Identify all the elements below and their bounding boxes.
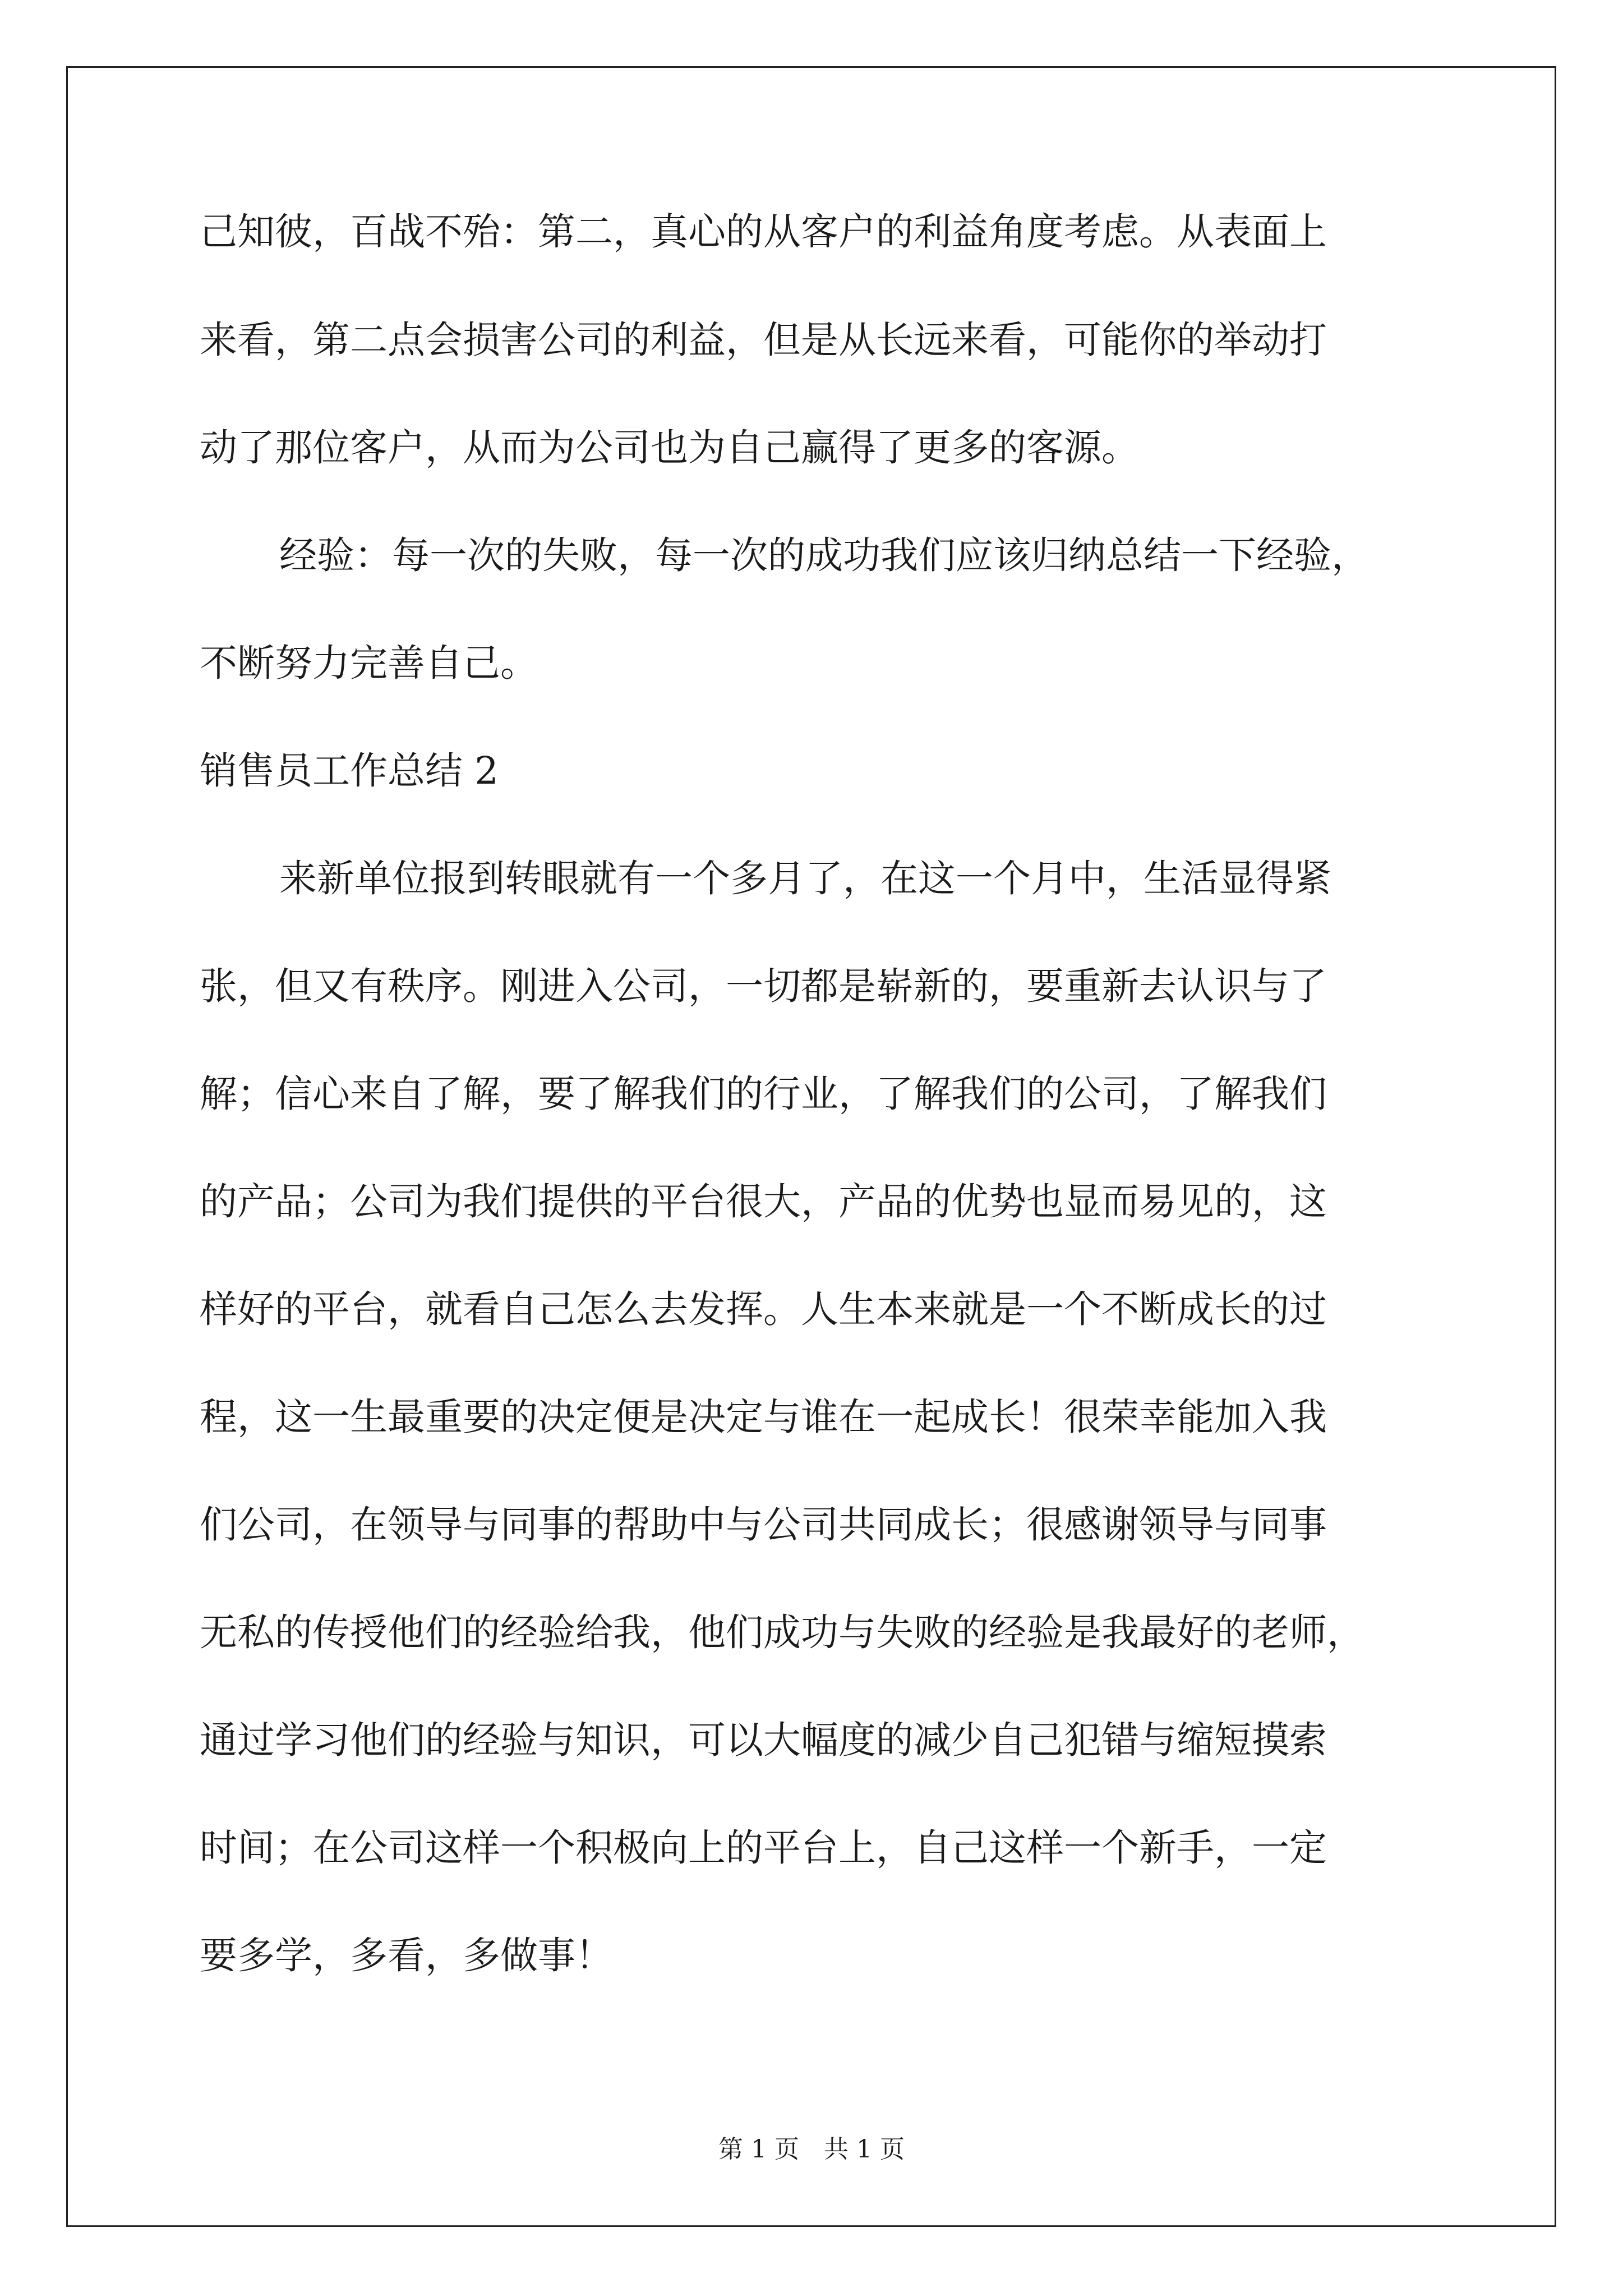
body-line: 时间；在公司这样一个积极向上的平台上，自己这样一个新手，一定 bbox=[200, 1826, 1327, 1870]
paragraph-first-line: 经验：每一次的失败，每一次的成功我们应该归纳总结一下经验， bbox=[279, 533, 1369, 577]
body-line: 要多学，多看，多做事！ bbox=[200, 1934, 613, 1977]
section-heading: 销售员工作总结 2 bbox=[200, 749, 499, 793]
body-line: 动了那位客户，从而为公司也为自己赢得了更多的客源。 bbox=[200, 426, 1139, 470]
page-footer: 第 1 页 共 1 页 bbox=[718, 2135, 905, 2164]
body-line: 不断努力完善自己。 bbox=[200, 641, 538, 685]
body-line: 来看，第二点会损害公司的利益，但是从长远来看，可能你的举动打 bbox=[200, 318, 1327, 362]
body-line: 们公司，在领导与同事的帮助中与公司共同成长；很感谢领导与同事 bbox=[200, 1503, 1327, 1547]
body-line: 的产品；公司为我们提供的平台很大，产品的优势也显而易见的，这 bbox=[200, 1180, 1327, 1223]
body-line: 解；信心来自了解，要了解我们的行业，了解我们的公司，了解我们 bbox=[200, 1072, 1327, 1116]
body-line: 无私的传授他们的经验给我，他们成功与失败的经验是我最好的老师， bbox=[200, 1611, 1364, 1654]
body-line: 张，但又有秩序。刚进入公司，一切都是崭新的，要重新去认识与了 bbox=[200, 964, 1327, 1008]
body-line: 程，这一生最重要的决定便是决定与谁在一起成长！很荣幸能加入我 bbox=[200, 1395, 1327, 1439]
paragraph-first-line: 来新单位报到转眼就有一个多月了，在这一个月中，生活显得紧 bbox=[279, 857, 1331, 900]
page-border bbox=[66, 66, 1556, 2227]
body-line: 样好的平台，就看自己怎么去发挥。人生本来就是一个不断成长的过 bbox=[200, 1287, 1327, 1331]
body-line: 己知彼，百战不殆：第二，真心的从客户的利益角度考虑。从表面上 bbox=[200, 210, 1327, 254]
body-line: 通过学习他们的经验与知识，可以大幅度的减少自己犯错与缩短摸索 bbox=[200, 1718, 1327, 1762]
